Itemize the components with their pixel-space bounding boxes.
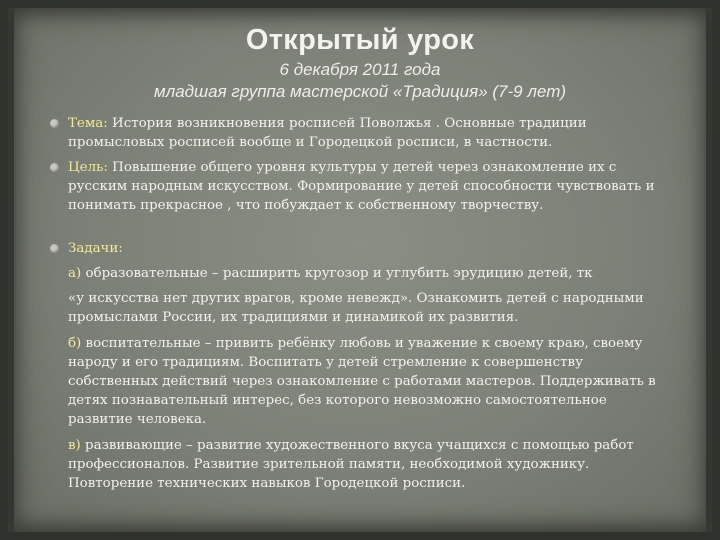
tasks-item [50, 239, 670, 258]
slide-title: Открытый урок [245, 24, 475, 56]
topic-text: История возникновения росписей Поволжья . Основные традиции промысловых росписей вообще и Городецкой росписи, в частности. [68, 116, 587, 150]
bullet-icon [50, 244, 59, 253]
bullet-icon [50, 119, 59, 128]
task-c [50, 436, 670, 493]
goal-label: Цель: [68, 160, 108, 175]
task-b [50, 334, 670, 429]
task-b-text: воспитательные – привить ребёнку любовь и уважение к своему краю, своему народу и его традициям. Воспитать у детей стремление к совершенству собственных действий через ознакомление с работами мастеров. Поддерживать в детях познавательный интерес, без которого невозможно самостоятельное развитие человека. [68, 336, 656, 427]
group-name: младшая группа мастерской «Традиция» (7-9 лет) [153, 82, 567, 101]
topic-label: Тема: [68, 116, 108, 131]
task-a [50, 264, 670, 283]
lesson-date: 6 декабря 2011 года [279, 60, 441, 79]
tasks-label: Задачи: [68, 241, 123, 256]
task-c-letter: в) [68, 438, 81, 453]
task-a-text: образовательные – расширить кругозор и углубить эрудицию детей, тк [81, 266, 593, 281]
topic-item [50, 114, 670, 152]
task-b-letter: б) [68, 336, 82, 351]
task-a-letter: а) [68, 266, 82, 281]
slide-content [50, 114, 670, 493]
bullet-icon [50, 163, 59, 172]
task-a-continuation [50, 289, 670, 327]
task-a-text-2: «у искусства нет других врагов, кроме невежд». Ознакомить детей с народными промыслами России, их традициями и динамикой их развития. [68, 291, 644, 325]
goal-text: Повышение общего уровня культуры у детей через ознакомление их с русским народным искусством. Формирование у детей способности чувствовать и понимать прекрасное , что побуждает к собственному творчеству. [68, 160, 655, 213]
goal-item [50, 158, 670, 215]
task-c-text: развивающие – развитие художественного вкуса учащихся с помощью работ профессионалов. Развитие зрительной памяти, необходимой художнику. Повторение технических навыков Городецкой росписи. [68, 438, 634, 491]
